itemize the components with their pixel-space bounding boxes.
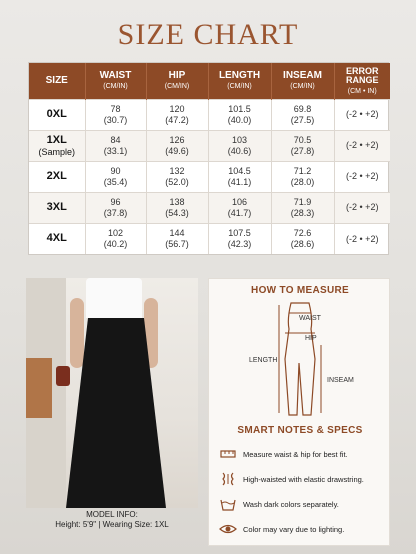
note-text: High-waisted with elastic drawstring.	[243, 474, 364, 484]
model-arm-left	[70, 298, 84, 368]
inseam-label: INSEAM	[327, 377, 354, 384]
note-item	[219, 468, 389, 490]
eye-icon	[219, 520, 237, 538]
page-title: SIZE CHART	[117, 18, 299, 51]
table-header-row	[29, 63, 390, 99]
header-inseam: INSEAM (CM/IN)	[271, 63, 334, 99]
header-error-range: ERROR RANGE (CM • IN)	[334, 63, 390, 99]
note-text: Wash dark colors separately.	[243, 499, 339, 509]
model-info	[26, 510, 198, 531]
smart-notes-title: SMART NOTES & SPECS	[237, 425, 363, 436]
wash-icon	[219, 495, 237, 513]
model-photo	[26, 278, 198, 508]
header-waist: WAIST (CM/IN)	[85, 63, 146, 99]
waist-label: WAIST	[299, 315, 321, 322]
length-label: LENGTH	[249, 357, 278, 364]
header-hip: HIP (CM/IN)	[146, 63, 208, 99]
note-text: Color may vary due to lighting.	[243, 524, 345, 534]
measuring-tape-icon	[219, 445, 237, 463]
size-table	[28, 62, 389, 255]
table-row: 2XL 90 (35.4) 132 (52.0) 104.5 (41.1) 71.2 (28.0) (-2 • +2)	[29, 161, 390, 192]
elastic-waist-icon	[219, 470, 237, 488]
note-text: Measure waist & hip for best fit.	[243, 449, 348, 459]
table-row: 3XL 96 (37.8) 138 (54.3) 106 (41.7) 71.9 (28.3) (-2 • +2)	[29, 192, 390, 223]
model-info-details: Height: 5'9" | Wearing Size: 1XL	[55, 520, 169, 530]
handbag	[56, 366, 70, 386]
wooden-shelf	[26, 358, 52, 418]
note-item	[219, 443, 389, 465]
measure-panel	[208, 278, 390, 546]
how-to-measure-title: HOW TO MEASURE	[251, 285, 349, 296]
model-info-heading: MODEL INFO:	[86, 510, 138, 519]
hip-label: HIP	[305, 335, 317, 342]
header-length: LENGTH (CM/IN)	[208, 63, 271, 99]
table-row: 0XL 78 (30.7) 120 (47.2) 101.5 (40.0) 69.8 (27.5) (-2 • +2)	[29, 99, 390, 130]
note-item	[219, 518, 389, 540]
measure-figure	[209, 299, 391, 419]
table-row: 1XL (Sample) 84 (33.1) 126 (49.6) 103 (40.6) 70.5 (27.8) (-2 • +2)	[29, 130, 390, 161]
white-top	[86, 278, 142, 318]
table-row: 4XL 102 (40.2) 144 (56.7) 107.5 (42.3) 72.6 (28.6) (-2 • +2)	[29, 223, 390, 254]
note-item	[219, 493, 389, 515]
header-size: SIZE	[29, 63, 85, 99]
